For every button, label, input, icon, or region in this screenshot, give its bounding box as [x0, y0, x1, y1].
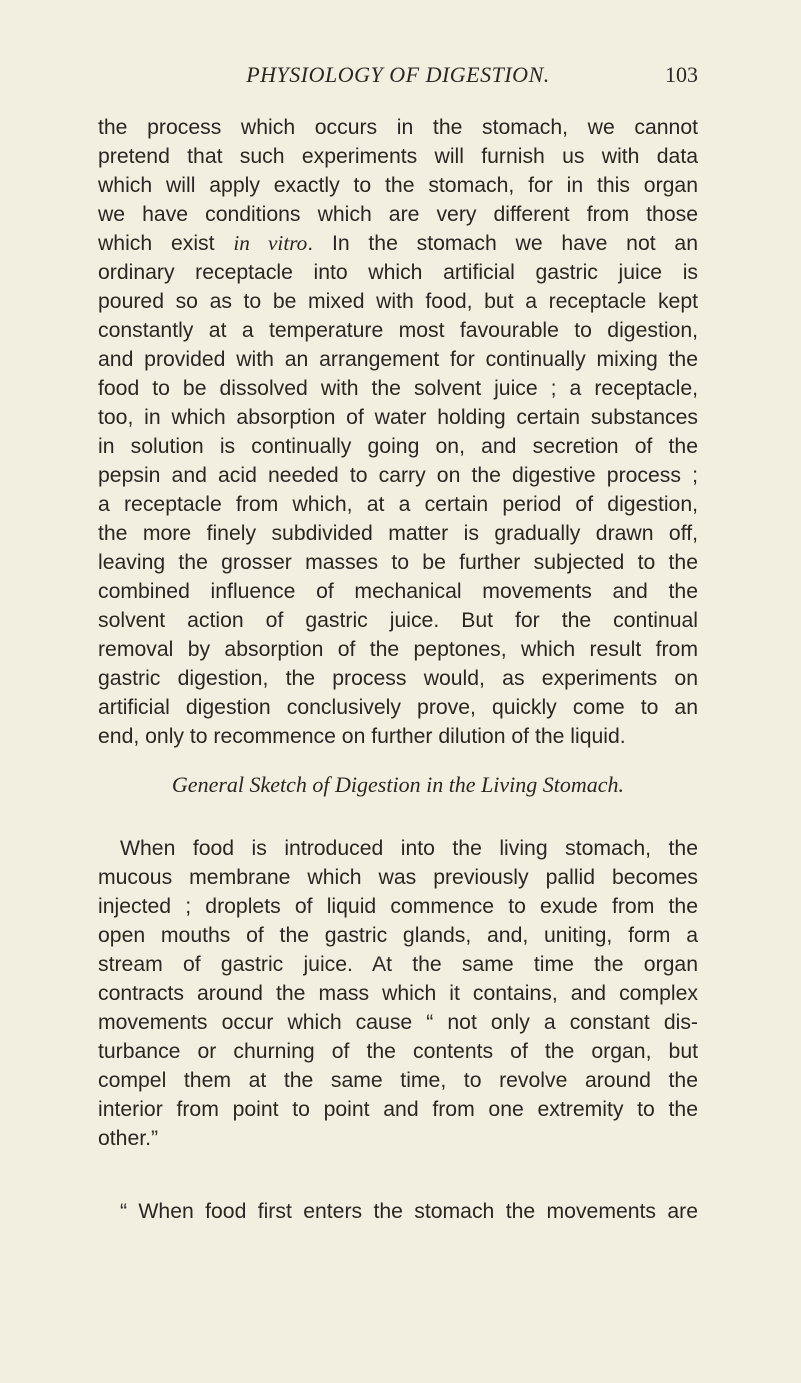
text-line: which will apply exactly to the stomach, for in this organ [98, 174, 698, 197]
text-line: stream of gastric juice. At the same time the organ [98, 953, 698, 976]
page-number: 103 [665, 62, 698, 87]
text-line: movements occur which cause “ not only a constant dis- [98, 1011, 698, 1034]
text-line: ordinary receptacle into which artificial gastric juice is [98, 261, 698, 284]
text-line: end, only to recommence on further dilution of the liquid. [98, 725, 626, 748]
text-line: pepsin and acid needed to carry on the digestive process ; [98, 464, 698, 487]
text-line: compel them at the same time, to revolve around the [98, 1069, 698, 1092]
text-line: food to be dissolved with the solvent juice ; a receptacle, [98, 377, 698, 400]
text-line: leaving the grosser masses to be further subjected to the [98, 551, 698, 574]
text-line: “ When food first enters the stomach the movements are [120, 1200, 698, 1223]
paragraph [98, 1197, 698, 1226]
text-line: poured so as to be mixed with food, but a receptacle kept [98, 290, 698, 313]
text-line: the more finely subdivided matter is gradually drawn off, [98, 522, 698, 545]
text-line: a receptacle from which, at a certain period of digestion, [98, 493, 698, 516]
text-line: interior from point to point and from one extremity to the [98, 1098, 698, 1121]
text-line: solvent action of gastric juice. But for the continual [98, 609, 698, 632]
text-line: contracts around the mass which it contains, and complex [98, 982, 698, 1005]
text-line: pretend that such experiments will furnish us with data [98, 145, 698, 168]
running-header [98, 58, 698, 92]
text-line: too, in which absorption of water holding certain substances [98, 406, 698, 429]
text-line: in solution is continually going on, and secretion of the [98, 435, 698, 458]
text-line: and provided with an arrangement for continually mixing the [98, 348, 698, 371]
text-line: injected ; droplets of liquid commence to exude from the [98, 895, 698, 918]
text-line: artificial digestion conclusively prove, quickly come to an [98, 696, 698, 719]
section-heading: General Sketch of Digestion in the Living Stomach. [171, 772, 625, 797]
paragraph-continuation [98, 113, 698, 751]
text-line: which exist in vitro. In the stomach we have not an [98, 231, 698, 255]
text-line: we have conditions which are very different from those [98, 203, 698, 226]
text-line: turbance or churning of the contents of the organ, but [98, 1040, 698, 1063]
text-line: mucous membrane which was previously pallid becomes [98, 866, 698, 889]
text-line: the process which occurs in the stomach, we cannot [98, 116, 698, 139]
text-line: removal by absorption of the peptones, which result from [98, 638, 698, 661]
text-line: When food is introduced into the living stomach, the [120, 837, 698, 860]
text-line: other.” [98, 1127, 159, 1150]
running-title: PHYSIOLOGY OF DIGESTION. [246, 62, 550, 87]
text-line: gastric digestion, the process would, as experiments on [98, 667, 698, 690]
paragraph [98, 834, 698, 1153]
text-line: constantly at a temperature most favourable to digestion, [98, 319, 698, 342]
text-line: combined influence of mechanical movements and the [98, 580, 698, 603]
text-line: open mouths of the gastric glands, and, uniting, form a [98, 924, 698, 947]
latin-phrase: in vitro [233, 231, 308, 255]
